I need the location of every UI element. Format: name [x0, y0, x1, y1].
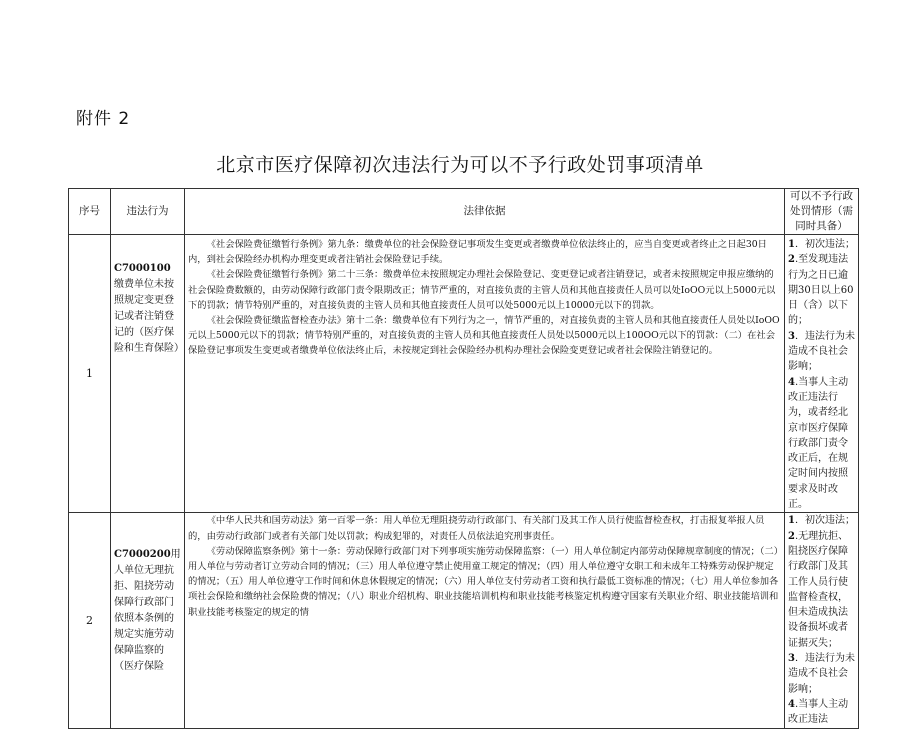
legal-basis-paragraph: 《社会保险费征缴暂行条例》第二十三条：缴费单位未按照规定办理社会保险登记、变更登记或者注销登记，或者未按照规定申报应缴纳的社会保险费数额的，由劳动保障行政部门责令限期改正；情节严重的，对直接负责的主管人员和其他直接责任人员可以处IoOO元以上5000元以下的罚款；情节特别严重的，对直接负责的主管人员和其他直接责任人员可以处5000元以上10000元以下的罚款。	[188, 269, 776, 311]
violation-code: C7000200	[114, 549, 171, 561]
conditions-cell	[785, 513, 859, 728]
violation-cell	[111, 513, 185, 728]
violation-text: 缴费单位未按照规定变更登记或者注销登记的（医疗保险和生育保险）	[114, 279, 184, 354]
table-row	[69, 235, 859, 513]
violation-cell	[111, 235, 185, 513]
legal-basis-cell	[185, 235, 785, 513]
annex-label: 附件 2	[76, 109, 131, 129]
condition-item: 3．违法行为未造成不良社会影响；	[788, 653, 855, 695]
condition-item: 4.当事人主动改正违法	[788, 698, 849, 726]
condition-item: 2.无理抗拒、阻挠医疗保障行政部门及其工作人员行使监督检查权，但未造成执法设备损坏或者证据灭失；	[788, 530, 849, 649]
condition-item: 1．初次违法；	[788, 515, 855, 527]
row-number: 2	[69, 513, 111, 728]
legal-basis-paragraph: 《劳动保障监察条例》第十一条：劳动保障行政部门对下列事项实施劳动保障监察：（一）用人单位制定内部劳动保障规章制度的情况；（二）用人单位与劳动者订立劳动合同的情况；（三）用人单位遵守禁止使用童工规定的情况；（四）用人单位遵守女职工和未成年工特殊劳动保护规定的情况；（五）用人单位遵守工作时间和休息休假规定的情况；（六）用人单位支付劳动者工资和执行最低工资标准的情况；（七）用人单位参加各项社会保险和缴纳社会保险费的情况；（八）职业介绍机构、职业技能培训机构和职业技能考核鉴定机构遵守国家有关职业介绍、职业技能培训和职业技能考核鉴定的规定的情	[188, 545, 779, 618]
header-law: 法律依据	[185, 189, 785, 235]
header-act: 违法行为	[111, 189, 185, 235]
header-no: 序号	[69, 189, 111, 235]
table-header-row	[69, 189, 859, 235]
legal-basis-paragraph: 《社会保险费征缴监督检查办法》第十二条：缴费单位有下列行为之一，情节严重的，对直接负责的主管人员和其他直接责任人员处以IoOO元以上5000元以下的罚款；情节特别严重的，对直接负责的主管人员和其他直接责任人员处以5000元以上100OO元以下的罚款：（二）在社会保险登记事项发生变更或者缴费单位依法终止后，未按规定到社会保险经办机构办理社会保险变更登记或者社会保险注销登记的。	[188, 315, 780, 357]
table-row	[69, 513, 859, 728]
condition-item: 2.至发现违法行为之日已逾期30日以上60日（含）以下的；	[788, 254, 854, 327]
condition-item: 4.当事人主动改正违法行为，或者经北京市医疗保障行政部门责令改正后，在规定时间内按照要求及时改正。	[788, 376, 849, 511]
conditions-cell	[785, 235, 859, 513]
condition-item: 3．违法行为未造成不良社会影响；	[788, 330, 855, 373]
document-title: 北京市医疗保障初次违法行为可以不予行政处罚事项清单	[216, 154, 704, 176]
violation-text: 用人单位无理抗拒、阻挠劳动保障行政部门依照本条例的规定实施劳动保障监察的（医疗保险	[114, 549, 181, 673]
legal-basis-cell	[185, 513, 785, 728]
header-cond: 可以不予行政处罚情形（需同时具备）	[785, 189, 859, 235]
row-number: 1	[69, 235, 111, 513]
penalty-list-table	[68, 188, 859, 729]
condition-item: 1．初次违法；	[788, 239, 855, 250]
violation-code: C7000100	[114, 263, 171, 274]
legal-basis-paragraph: 《中华人民共和国劳动法》第一百零一条：用人单位无理阻挠劳动行政部门、有关部门及其工作人员行使监督检查权，打击报复举报人员的，由劳动行政部门或者有关部门处以罚款；构成犯罪的，对责任人员依法追究刑事责任。	[188, 515, 765, 542]
legal-basis-paragraph: 《社会保险费征缴暂行条例》第九条：缴费单位的社会保险登记事项发生变更或者缴费单位依法终止的，应当自变更或者终止之日起30日内，到社会保险经办机构办理变更或者注销社会保险登记手续。	[188, 239, 767, 266]
